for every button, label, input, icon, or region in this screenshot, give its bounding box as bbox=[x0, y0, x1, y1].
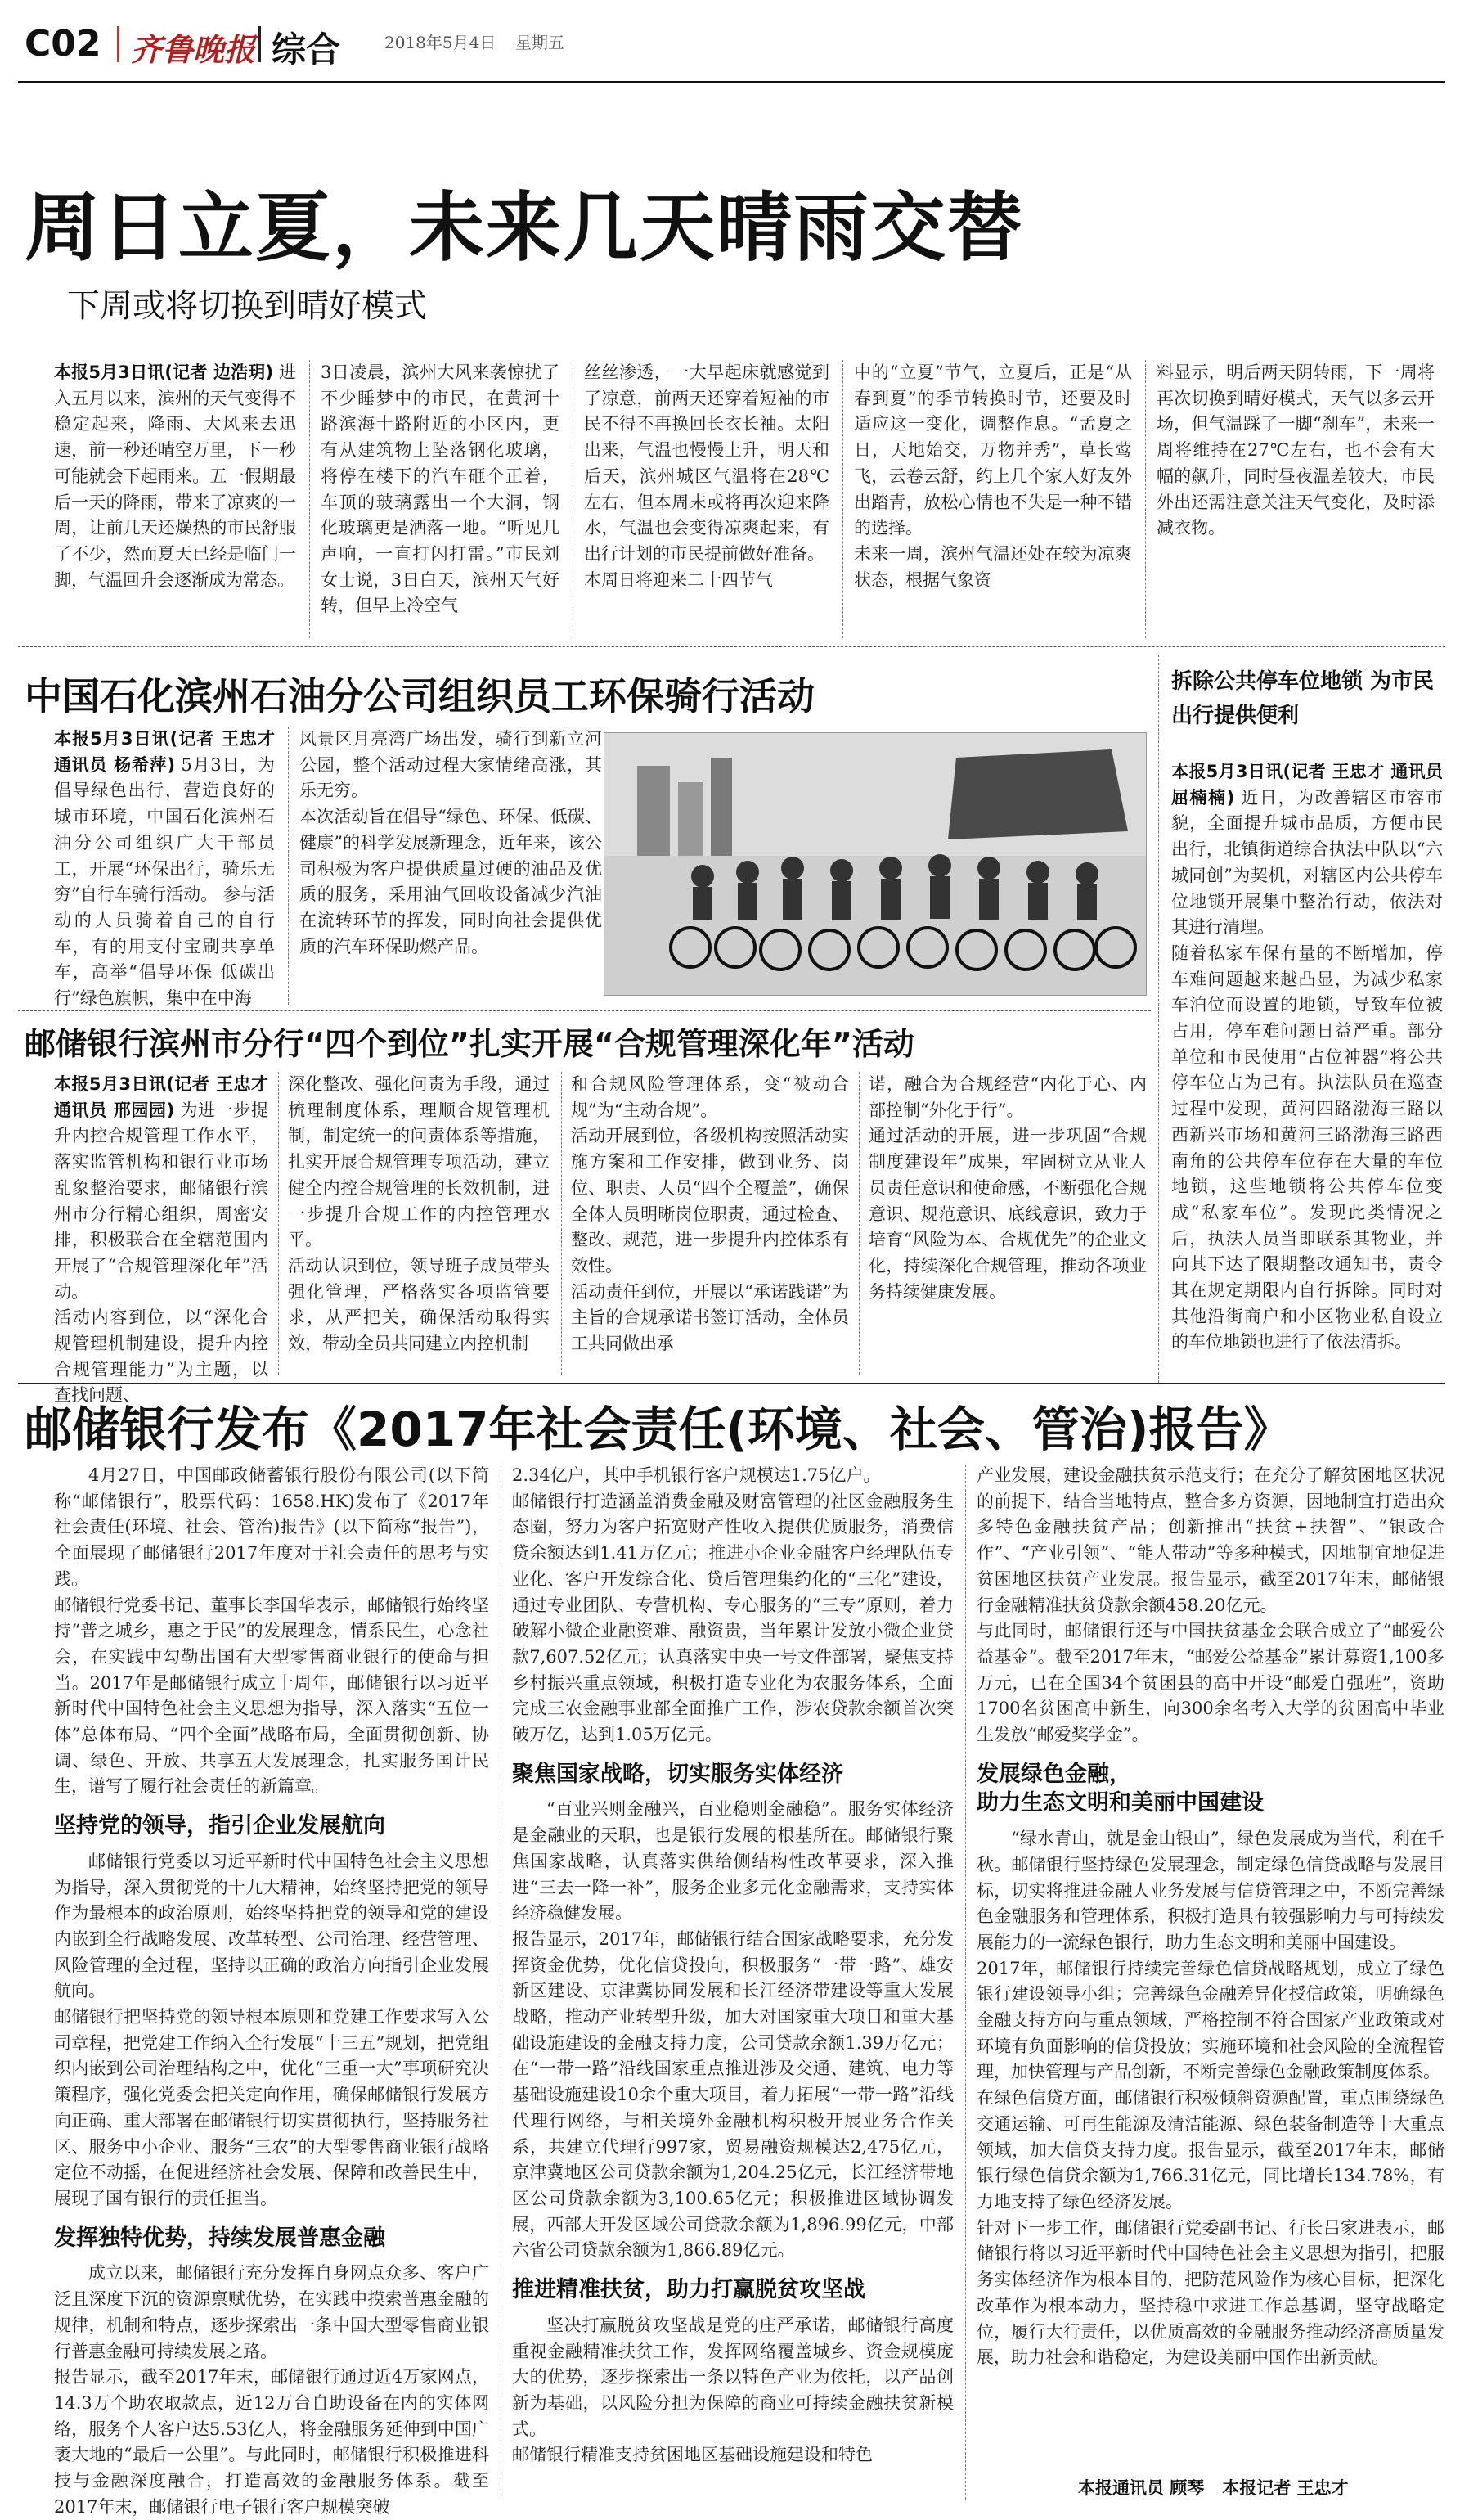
cycling-photo-illustration bbox=[604, 733, 1146, 995]
article5-column-3: 产业发展，建设金融扶贫示范支行；在充分了解贫困地区状况的前提下，结合当地特点，整合多方资源，因地制宜打造出众多特色金融扶贫产品；创新推出“扶贫+扶智”、“银政合作”、“产业引领”、“能人带动”等多种模式，因地制宜地促进贫困地区扶贫产业发展。报告显示，截至2017年末，邮储银行金融精准扶贫贷款余额458.20亿元。 与此同时，邮储银行还与中国扶贫基金会联合成立了“邮爱公益基金”。截至2017年末，“邮爱公益基金”累计募资1,100多万元，已在全国34个贫困县的高中开设“邮爱自强班”，资助1700名贫困高中新生，向300余名考入大学的贫困高中毕业生发放“邮爱奖学金”。 发展绿色金融， 助力生态文明和美丽中国建设 “绿水青山，就是金山银山”，绿色发展成为当代，利在千秋。邮储银行坚持绿色发展理念，制定绿色信贷战略与发展目标，切实将推进金融人业务发展与信贷管理之中，不断完善绿色金融服务和管理体系，积极打造具有较强影响力与可持续发展能力的一流绿色银行，助力生态文明和美丽中国建设。 2017年，邮储银行持续完善绿色信贷战略规划，成立了绿色银行建设领导小组；完善绿色金融差异化授信政策，明确绿色金融支持方向与重点领域，严格控制不符合国家产业政策或对环境有负面影响的信贷投放；实施环境和社会风险的全流程管理，加快管理与产品创新，不断完善绿色金融政策制度体系。 在绿色信贷方面，邮储银行积极倾斜资源配置，重点围绕绿色交通运输、可再生能源及清洁能源、绿色装备制造等十大重点领域，加大信贷支持力度。报告显示，截至2017年末，邮储银行绿色信贷余额为1,766.31亿元，同比增长134.78%，有力地支持了绿色经济发展。 针对下一步工作，邮储银行党委副书记、行长吕家进表示，邮储银行将以习近平新时代中国特色社会主义思想为指引，把服务实体经济作为根本目的，把防范风险作为核心目标，把深化改革作为根本动力，坚持稳中求进工作总基调，坚守战略定位，履行大行责任，以优质高效的金融服务推动经济高质量发展，助力社会和谐稳定，为建设美丽中国作出新贡献。 bbox=[977, 1465, 1444, 2368]
article1-column-5: 料显示，明后两天阴转雨，下一周将再次切换到晴好模式，天气以多云开场，但气温踩了一脚“刹车”，未来一周将维持在27℃左右，也不会有大幅的飙升，同时昼夜温差较大，市民外出还需注意关注天气变化，及时添减衣物。 bbox=[1157, 362, 1435, 538]
article5-subhead-5b: 助力生态文明和美丽中国建设 bbox=[977, 1790, 1264, 1816]
section-rule bbox=[18, 1010, 1151, 1011]
page-number: C02 bbox=[25, 23, 101, 65]
article2-column-1: 本报5月3日讯(记者 王忠才 通讯员 杨希萍) 5月3日，为倡导绿色出行，营造良好的城市环境，中国石化滨州石油分公司组织广大干部员工，开展“环保出行，骑乐无穷”自行车骑行活动。 参与活动的人员骑着自己的自行车，有的用支付宝刷共享单车，高举“倡导环保 低碳出行”绿色旗帜，集中在中海 bbox=[54, 729, 275, 1009]
article5-subhead-1: 坚持党的领导，指引企业发展航向 bbox=[54, 1813, 385, 1839]
issue-date: 2018年5月4日 bbox=[384, 33, 496, 52]
column-divider bbox=[561, 1072, 562, 1375]
column-divider bbox=[842, 360, 843, 638]
article1-column-2: 3日凌晨，滨州大风来袭惊扰了不少睡梦中的市民，在黄河十路滨海十路附近的小区内，更有从建筑物上坠落钢化玻璃，将停在楼下的汽车砸个正着，车顶的玻璃露出一个大洞，钢化玻璃更是洒落一地。“听见几声响，一直打闪打雷。”市民刘女士说，3日白天，滨州天气好转，但早上冷空气 bbox=[321, 362, 559, 616]
article5-subhead-2: 发挥独特优势，持续发展普惠金融 bbox=[54, 2225, 385, 2251]
article4-column-4: 诺，融合为合规经营“内化于心、内部控制“外化于行”。 通过活动的开展，进一步巩固“合规制度建设年”成果，牢固树立从业人员责任意识和使命感，不断强化合规意识、规范意识、底线意识，致力于培育“风险为本、合规优先”的企业文化，持续深化合规管理，推动各项业务持续健康发展。 bbox=[869, 1074, 1147, 1302]
article3-body: 本报5月3日讯(记者 王忠才 通讯员 屈楠楠) 近日，为改善辖区市容市貌，全面提升城市品质，方便市民出行，北镇街道综合执法中队以“六城同创”为契机，对辖区内公共停车位地锁开展集中整治行动，依法对其进行清理。 随着私家车保有量的不断增加，停车难问题越来越凸显，为减少私家车泊位而设置的地锁，导致车位被占用，停车难问题日益严重。部分单位和市民使用“占位神器”将公共停车位占为己有。执法队员在巡查过程中发现，黄河四路渤海三路以西新兴市场和黄河三路渤海三路西南角的公共停车位存在大量的车位地锁，这些地锁将公共停车位变成“私家车位”。发现此类情况之后，执法人员当即联系其物业，并向其下达了限期整改通知书，责令其在规定期限内自行拆除。同时对其他沿街商户和小区物业私自设立的车位地锁也进行了依法清拆。 bbox=[1171, 762, 1443, 1352]
column-divider bbox=[1158, 655, 1159, 1383]
article4-column-3: 和合规风险管理体系，变“被动合规”为“主动合规”。 活动开展到位，各级机构按照活动实施方案和工作安排，做到业务、岗位、职责、人员“四个全覆盖”，确保全体人员明晰岗位职责，通过检查、整改、规范，进一步提升内控体系有效性。 活动责任到位，开展以“承诺践诺”为主旨的合规承诺书签订活动，全体员工共同做出承 bbox=[571, 1074, 849, 1354]
column-divider bbox=[1145, 360, 1146, 638]
article5-column-1: 4月27日，中国邮政储蓄银行股份有限公司(以下简称“邮储银行”，股票代码：1658.HK)发布了《2017年社会责任(环境、社会、管治)报告》(以下简称“报告”)，全面展现了邮储银行2017年度对于社会责任的思考与实践。 邮储银行党委书记、董事长李国华表示，邮储银行始终坚持“普之城乡，惠之于民”的发展理念，情系民生，心念社会，在实践中勾勒出国有大型零售商业银行的使命与担当。2017年是邮储银行成立十周年，邮储银行以习近平新时代中国特色社会主义思想为指导，深入落实“五位一体”总体布局、“四个全面”战略布局，全面贯彻创新、协调、绿色、开放、共享五大发展理念，扎实服务国计民生，谱写了履行社会责任的新篇章。 坚持党的领导，指引企业发展航向 邮储银行党委以习近平新时代中国特色社会主义思想为指导，深入贯彻党的十九大精神，始终坚持把党的领导作为最根本的政治原则，始终坚持把党的领导和党的建设内嵌到全行战略发展、改革转型、公司治理、经营管理、风险管理的全过程，坚持以正确的政治方向指引企业发展航向。 邮储银行把坚持党的领导根本原则和党建工作要求写入公司章程，把党建工作纳入全行发展“十三五”规划，把党组织内嵌到公司治理结构之中，优化“三重一大”事项研究决策程序，强化党委会把关定向作用，确保邮储银行发展方向正确、重大部署在邮储银行切实贯彻执行，坚持服务社区、服务中小企业、服务“三农”的大型零售商业银行战略定位不动摇，在促进经济社会发展、保障和改善民生中，展现了国有银行的责任担当。 发挥独特优势，持续发展普惠金融 成立以来，邮储银行充分发挥自身网点众多、客户广泛且深度下沉的资源禀赋优势，在实践中摸索普惠金融的规律，机制和特点，逐步探索出一条中国大型零售商业银行普惠金融可持续发展之路。 报告显示，截至2017年末，邮储银行通过近4万家网点，14.3万个助农取款点，近12万台自助设备在内的实体网络，服务个人客户达5.53亿人，将金融服务延伸到中国广袤大地的“最后一公里”。与此同时，邮储银行积极推进科技与金融深度融合，打造高效的金融服务体系。截至2017年末，邮储银行电子银行客户规模突破 bbox=[54, 1465, 489, 2517]
article5-credit: 本报通讯员 顾琴 本报记者 王忠才 bbox=[1078, 2478, 1349, 2498]
section-rule bbox=[18, 646, 1445, 647]
masthead bbox=[0, 0, 1460, 82]
column-divider bbox=[288, 727, 289, 1005]
paper-name-logo: 齐鲁晚报 bbox=[131, 31, 256, 68]
masthead-divider bbox=[258, 26, 261, 62]
article1-column-1: 本报5月3日讯(记者 边浩玥) 进入五月以来，滨州的天气变得不稳定起来，降雨、大风来去迅速，前一秒还晴空万里，下一秒可能就会下起雨来。五一假期最后一天的降雨，带来了凉爽的一周，让前几天还燥热的市民舒服了不少，然而夏天已经是临门一脚，气温回升会逐渐成为常态。 bbox=[54, 362, 296, 590]
article5-subhead-4: 推进精准扶贫，助力打赢脱贫攻坚战 bbox=[512, 2277, 865, 2303]
article5-subhead-5a: 发展绿色金融， bbox=[977, 1761, 1131, 1787]
section-rule bbox=[18, 1383, 1445, 1384]
article1-subhead: 下周或将切换到晴好模式 bbox=[67, 287, 427, 325]
article5-column-2: 2.34亿户，其中手机银行客户规模达1.75亿户。 邮储银行打造涵盖消费金融及财富管理的社区金融服务生态圈，努力为客户拓宽财产性收入提供优质服务，消费信贷余额达到1.41万亿元；推进小企业金融客户经理队伍专业化、客户开发综合化、贷后管理集约化的“三化”建设，通过专业团队、专营机构、专心服务的“三专”原则，着力破解小微企业融资难、融资贵，当年累计发放小微企业贷款7,607.52亿元；认真落实中央一号文件部署，聚焦支持乡村振兴重点领域，积极打造专业化为农服务体系，全面完成三农金融事业部全面推广工作，涉农贷款余额首次突破万亿，达到1.05万亿元。 聚焦国家战略，切实服务实体经济 “百业兴则金融兴，百业稳则金融稳”。服务实体经济是金融业的天职，也是银行发展的根基所在。邮储银行聚焦国家战略，认真落实供给侧结构性改革要求，深入推进“三去一降一补”，服务企业多元化金融需求，支持实体经济稳健发展。 报告显示，2017年，邮储银行结合国家战略要求，充分发挥资金优势，优化信贷投向，积极服务“一带一路”、雄安新区建设、京津冀协同发展和长江经济带建设等重大发展战略，推动产业转型升级，加大对国家重大项目和重大基础设施建设的金融支持力度，公司贷款余额1.39万亿元；在“一带一路”沿线国家重点推进涉及交通、建筑、电力等基础设施建设10余个重大项目，着力拓展“一带一路”沿线代理行网络，与相关境外金融机构积极开展业务合作关系，共建立代理行997家，贸易融资规模达2,475亿元，京津冀地区公司贷款余额为1,204.25亿元，长江经济带地区公司贷款余额为3,100.65亿元；积极推进区域协调发展，西部大开发区域公司贷款余额为1,896.99亿元，中部六省公司贷款余额为1,866.89亿元。 推进精准扶贫，助力打赢脱贫攻坚战 坚决打赢脱贫攻坚战是党的庄严承诺，邮储银行高度重视金融精准扶贫工作，发挥网络覆盖城乡、资金规模庞大的优势，逐步探索出一条以特色产业为依托，以产品创新为基础，以风险分担为保障的商业可持续金融扶贫新模式。 邮储银行精准支持贫困地区基础设施建设和特色 bbox=[512, 1465, 954, 2465]
section-name: 综合 bbox=[272, 29, 341, 70]
article2-headline: 中国石化滨州石油分公司组织员工环保骑行活动 bbox=[25, 674, 815, 718]
article1-headline: 周日立夏，未来几天晴雨交替 bbox=[25, 184, 1025, 272]
column-divider bbox=[965, 1465, 966, 2500]
article1-column-3: 丝丝渗透，一大早起床就感觉到了凉意，前两天还穿着短袖的市民不得不再换回长衣长袖。太阳出来，气温也慢慢上升，明天和后天，滨州城区气温将在28℃左右，但本周末或将再次迎来降水，气温也会变得凉爽起来，有出行计划的市民提前做好准备。 本周日将迎来二十四节气 bbox=[584, 362, 829, 590]
cycling-photo bbox=[604, 732, 1147, 996]
column-divider bbox=[859, 1072, 860, 1375]
article1-byline: 本报5月3日讯(记者 边浩玥) bbox=[54, 362, 274, 382]
article5-subhead-3: 聚焦国家战略，切实服务实体经济 bbox=[512, 1761, 843, 1787]
article3-headline: 拆除公共停车位地锁 为市民出行提供便利 bbox=[1171, 669, 1435, 728]
article4-column-2: 深化整改、强化问责为手段，通过梳理制度体系，理顺合规管理机制，制定统一的问责体系等措施，扎实开展合规管理专项活动，建立健全内控合规管理的长效机制，进一步提升合规工作的内控管理水平。 活动认识到位，领导班子成员带头强化管理，严格落实各项监管要求，从严把关，确保活动取得实效，带动全员共同建立内控机制 bbox=[288, 1074, 550, 1354]
article5-headline: 邮储银行发布《2017年社会责任(环境、社会、管治)报告》 bbox=[25, 1402, 1292, 1457]
article2-byline: 本报5月3日讯(记者 王忠才 通讯员 杨希萍) bbox=[54, 729, 275, 775]
article4-column-1: 本报5月3日讯(记者 王忠才 通讯员 邢园园) 为进一步提升内控合规管理工作水平，落实监管机构和银行业市场乱象整治要求，邮储银行滨州市分行精心组织，周密安排，积极联合在全辖范围内开展了“合规管理深化年”活动。 活动内容到位，以“深化合规管理机制建设，提升内控合规管理能力”为主题，以查找问题、 bbox=[54, 1074, 268, 1406]
article1-column-4: 中的“立夏”节气，立夏后，正是“从春到夏”的季节转换时节，还要及时适应这一变化，调整作息。“孟夏之日，天地始交，万物并秀”，草长莺飞，云卷云舒，约上几个家人好友外出踏青，放松心情也不失是一种不错的选择。 未来一周，滨州气温还处在较为凉爽状态，根据气象资 bbox=[854, 362, 1132, 590]
issue-weekday: 星期五 bbox=[515, 33, 564, 52]
article4-headline: 邮储银行滨州市分行“四个到位”扎实开展“合规管理深化年”活动 bbox=[25, 1026, 914, 1062]
masthead-divider bbox=[117, 26, 119, 62]
article4-byline: 本报5月3日讯(记者 王忠才 通讯员 邢园园) bbox=[54, 1074, 268, 1120]
article3-byline: 本报5月3日讯(记者 王忠才 通讯员 屈楠楠) bbox=[1171, 762, 1443, 808]
article2-column-2: 风景区月亮湾广场出发，骑行到新立河公园，整个活动过程大家情绪高涨，其乐无穷。 本次活动旨在倡导“绿色、环保、低碳、健康”的科学发展新理念，近年来，该公司积极为客户提供质量过硬的油品及优质的服务，采用油气回收设备减少汽油在流转环节的挥发，同时向社会提供优质的汽车环保助燃产品。 bbox=[299, 729, 602, 956]
column-divider bbox=[309, 360, 310, 638]
column-divider bbox=[278, 1072, 279, 1375]
masthead-rule bbox=[18, 81, 1445, 83]
